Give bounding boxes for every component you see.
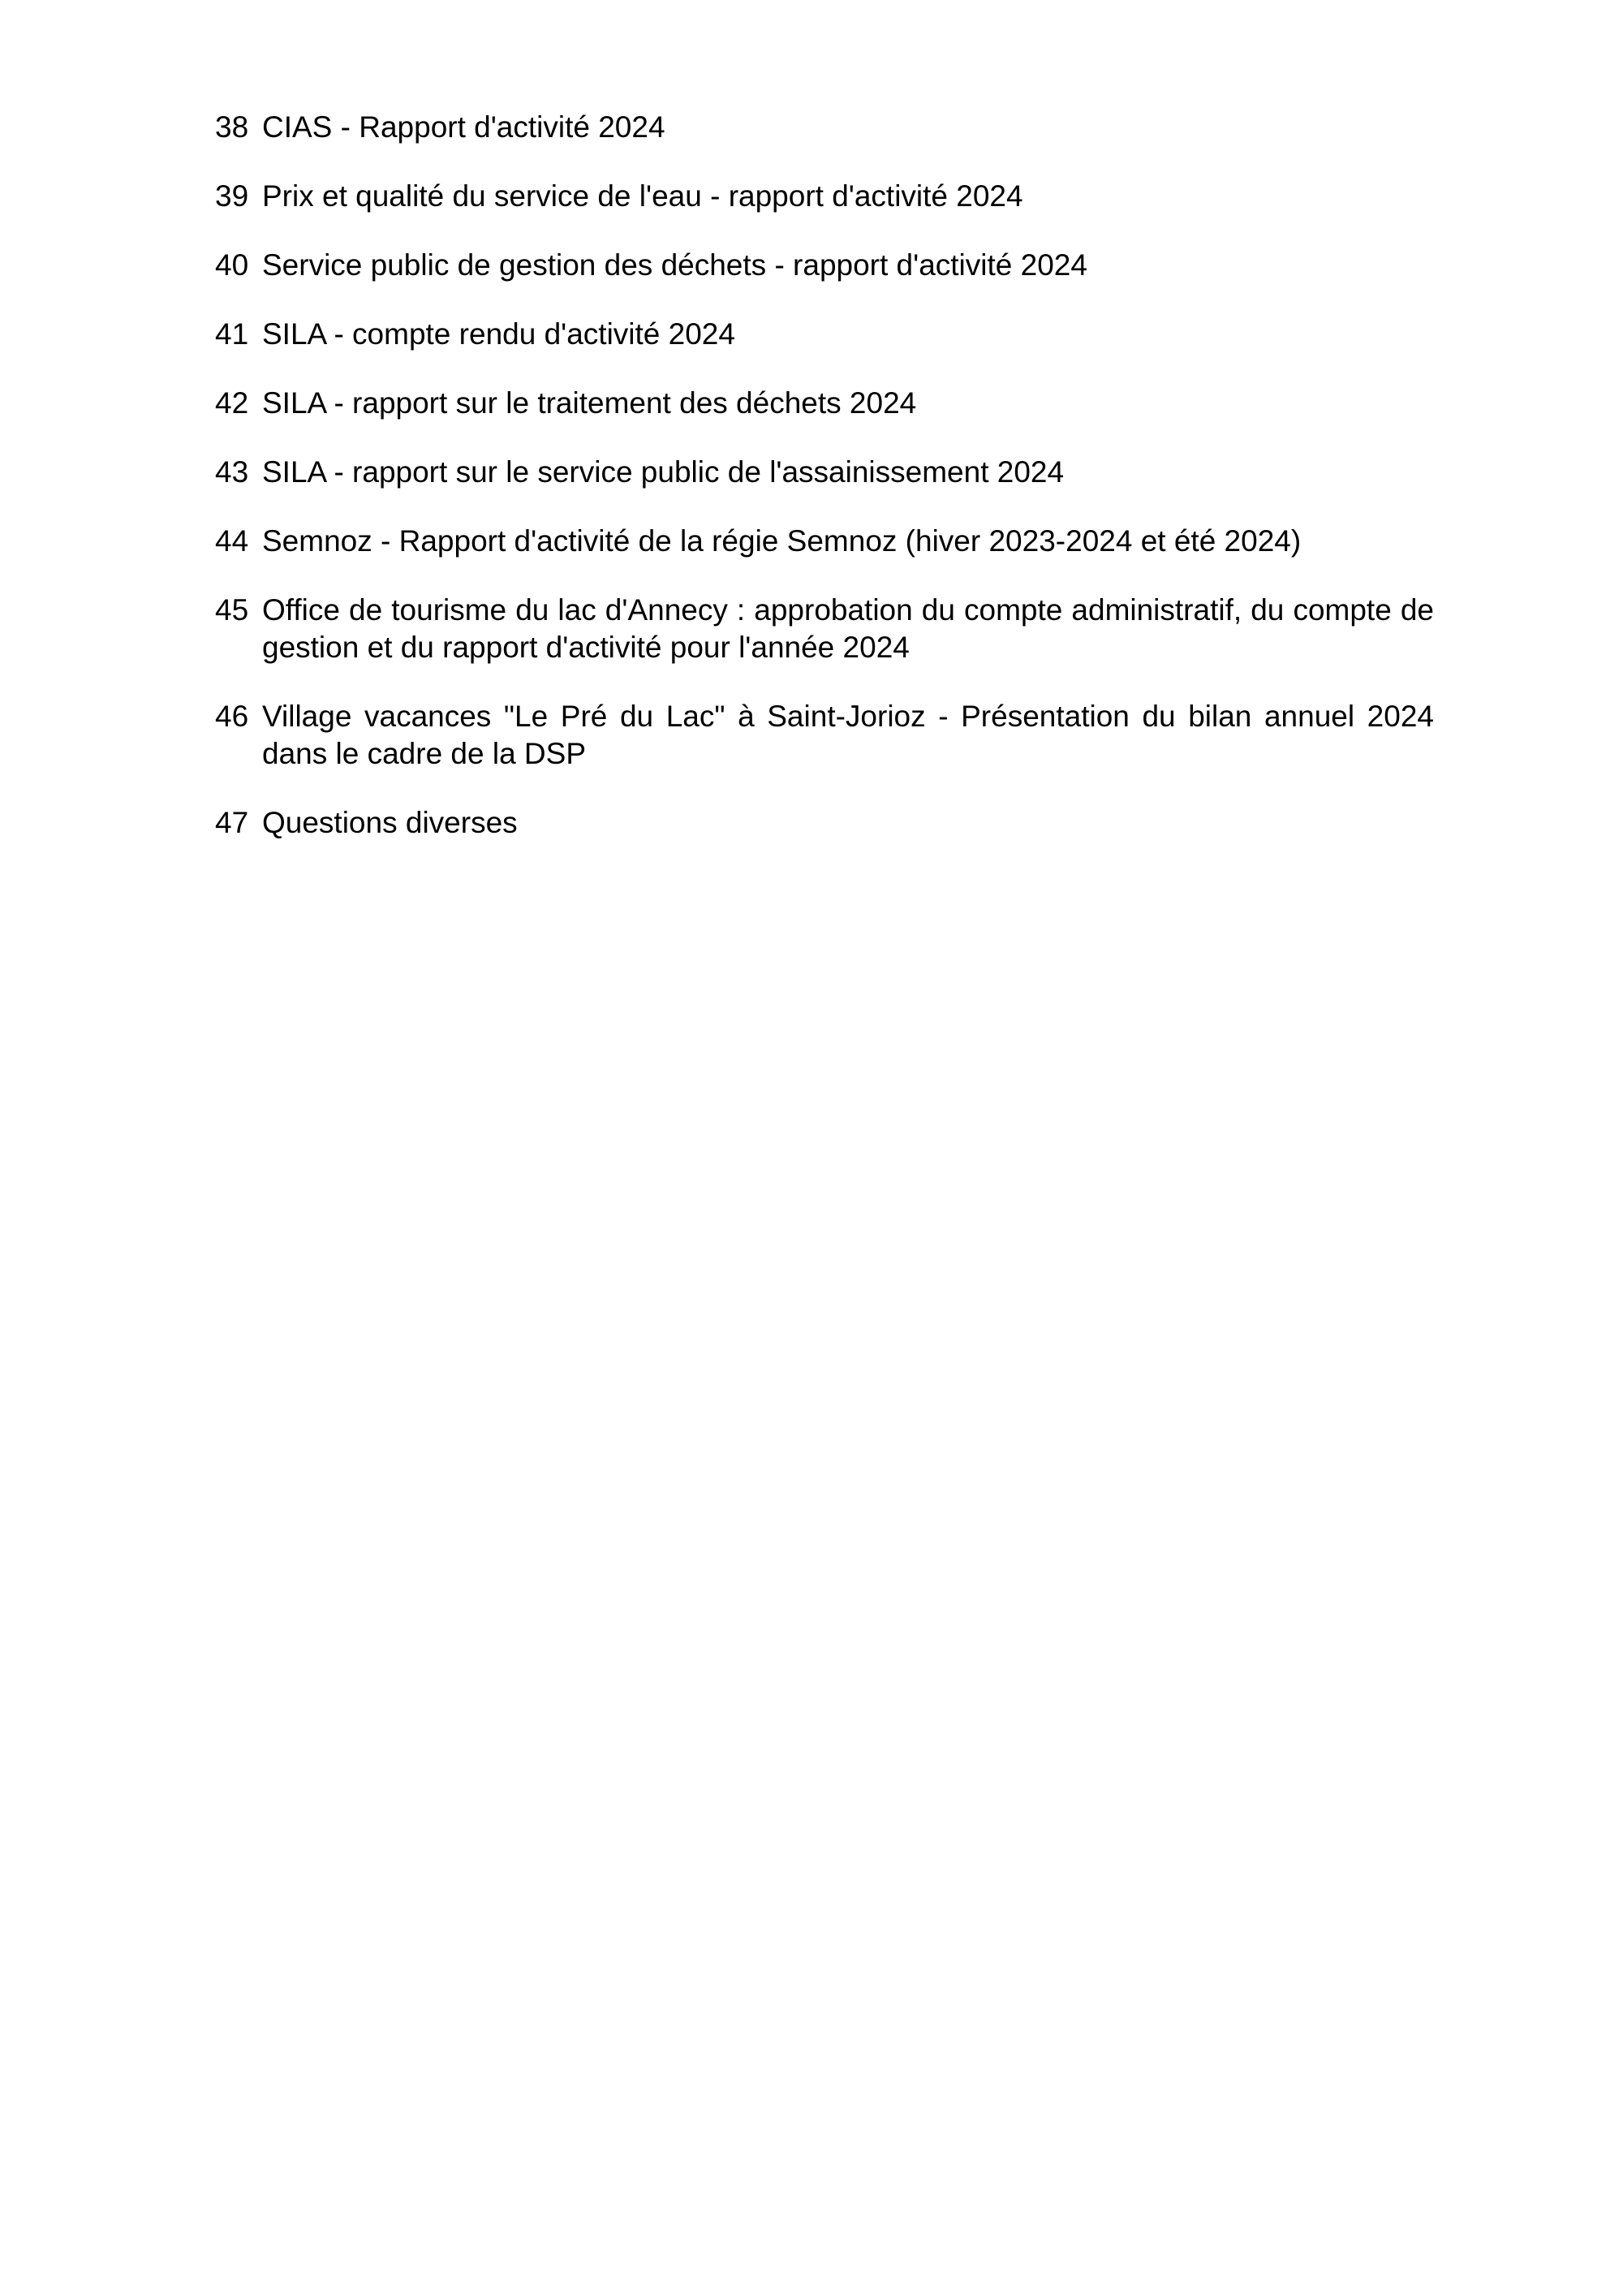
item-text-line: Service public de gestion des déchets - rapport d'activité 2024 [262,248,1087,282]
agenda-item [215,109,1434,146]
agenda-item [215,454,1434,491]
item-text-line: CIAS - Rapport d'activité 2024 [262,110,665,144]
item-number: 47 [215,806,249,839]
item-number: 39 [215,179,249,213]
item-text-line: gestion et du rapport d'activité pour l'année 2024 [262,631,910,664]
item-text [262,698,1434,773]
item-number: 41 [215,317,249,351]
item-text [262,316,1434,353]
item-text-line: Questions diverses [262,806,518,839]
item-text [262,523,1434,560]
item-text [262,247,1434,284]
item-text [262,385,1434,422]
agenda-item [215,804,1434,842]
item-number: 45 [215,593,249,627]
item-text [262,178,1434,215]
agenda-item [215,316,1434,353]
agenda-item [215,523,1434,560]
item-text-line: SILA - rapport sur le service public de l'assainissement 2024 [262,455,1065,489]
item-number: 42 [215,386,249,420]
item-number: 44 [215,524,249,558]
item-number: 40 [215,248,249,282]
item-text [262,109,1434,146]
item-text [262,454,1434,491]
agenda-item [215,385,1434,422]
item-text-line: Village vacances "Le Pré du Lac" à Saint-Jorioz - Présentation du bilan annuel 2024 [262,700,1434,733]
item-text-line: SILA - compte rendu d'activité 2024 [262,317,735,351]
agenda-list [215,109,1434,873]
agenda-item [215,247,1434,284]
item-text [262,592,1434,666]
item-number: 46 [215,700,249,733]
item-text-line: Prix et qualité du service de l'eau - rapport d'activité 2024 [262,179,1023,213]
item-text-line: Semnoz - Rapport d'activité de la régie Semnoz (hiver 2023-2024 et été 2024) [262,524,1302,558]
agenda-item [215,178,1434,215]
item-number: 38 [215,110,249,144]
item-text [262,804,1434,842]
item-text-line: SILA - rapport sur le traitement des déchets 2024 [262,386,917,420]
item-text-line: dans le cadre de la DSP [262,737,587,770]
item-number: 43 [215,455,249,489]
agenda-item [215,698,1434,773]
item-text-line: Office de tourisme du lac d'Annecy : approbation du compte administratif, du compte de [262,593,1434,627]
agenda-item [215,592,1434,666]
